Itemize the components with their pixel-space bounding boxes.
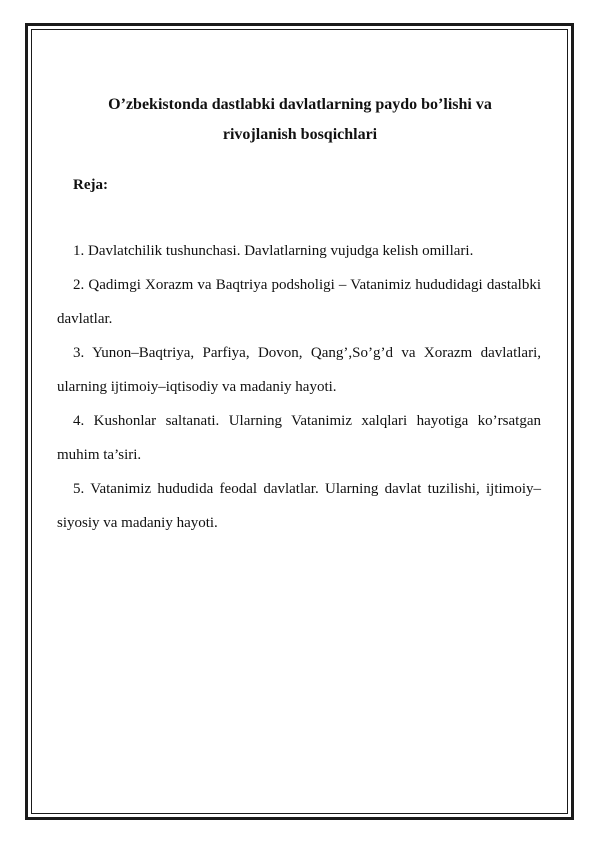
plan-item-3: 3. Yunon–Baqtriya, Parfiya, Dovon, Qang’,So’g’d va Xorazm davlatlari, ularning ijtimoiy–iqtisodiy va madaniy hayoti. (57, 345, 541, 395)
document-title-line-2: rivojlanish bosqichlari (222, 126, 378, 143)
document-title (60, 90, 540, 150)
plan-item-5: 5. Vatanimiz hududida feodal davlatlar. Ularning davlat tuzilishi, ijtimoiy–siyosiy va madaniy hayoti. (57, 481, 541, 531)
plan-list (57, 234, 541, 540)
plan-item-2: 2. Qadimgi Xorazm va Baqtriya podsholigi – Vatanimiz hududidagi dastalbki davlatlar. (57, 277, 541, 327)
plan-item-1: 1. Davlatchilik tushunchasi. Davlatlarning vujudga kelish omillari. (73, 243, 474, 259)
document-title-line-1: O’zbekistonda dastlabki davlatlarning paydo bo’lishi va (108, 96, 492, 113)
plan-item-4: 4. Kushonlar saltanati. Ularning Vatanimiz xalqlari hayotiga ko’rsatgan muhim ta’siri. (57, 413, 541, 463)
plan-heading: Reja: (73, 177, 108, 193)
